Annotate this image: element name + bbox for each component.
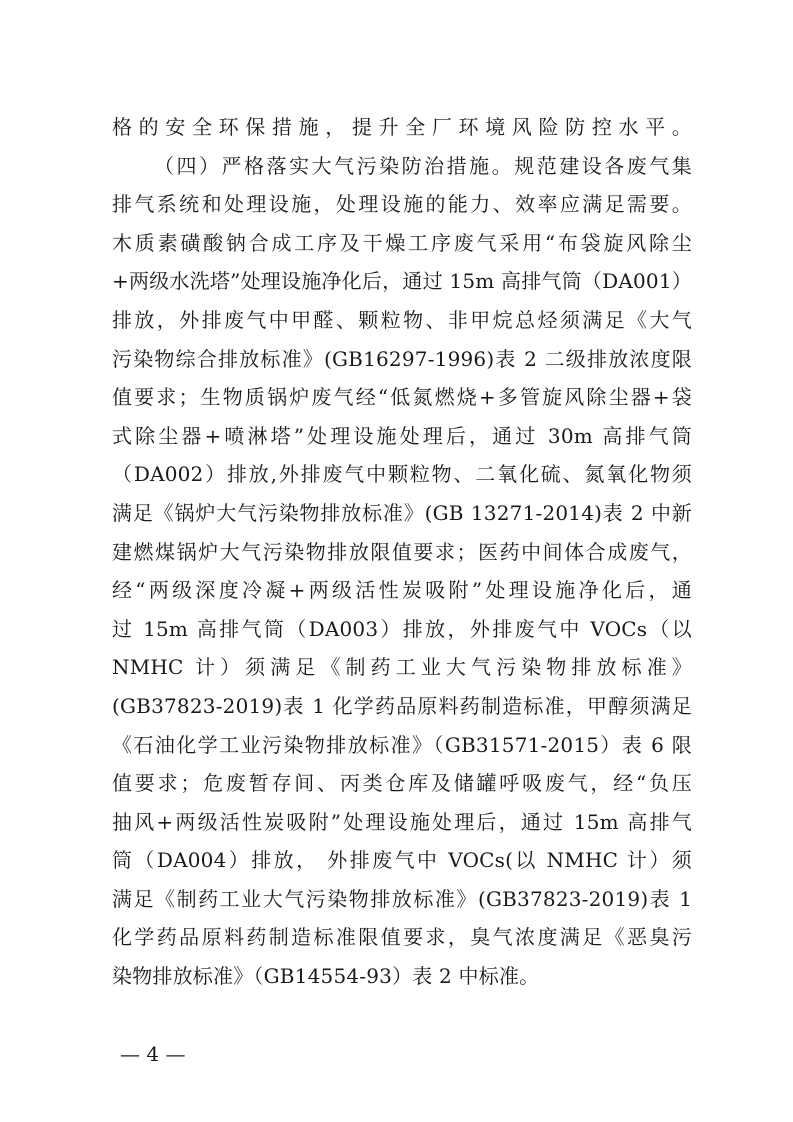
text-line: NMHC 计）须满足《制药工业大气污染物排放标准》 [112, 655, 692, 680]
text-line: 抽风+两级活性炭吸附”处理设施处理后，通过 15m 高排气 [112, 809, 692, 834]
text-line: 染物排放标准》（GB14554-93）表 2 中标准。 [112, 964, 540, 989]
text-line: 过 15m 高排气筒（DA003）排放，外排废气中 VOCs（以 [112, 616, 692, 641]
text-line: 排气系统和处理设施，处理设施的能力、效率应满足需要。 [112, 192, 692, 217]
text-line: 经“两级深度冷凝+两级活性炭吸附”处理设施净化后，通 [112, 578, 692, 603]
text-line: 满足《锅炉大气污染物排放标准》(GB 13271-2014)表 2 中新 [112, 500, 692, 525]
text-line: 化学药品原料药制造标准限值要求，臭气浓度满足《恶臭污 [112, 925, 692, 950]
body-text [112, 108, 692, 996]
text-line: (GB37823-2019)表 1 化学药品原料药制造标准，甲醇须满足 [112, 693, 692, 718]
text-line: 排放，外排废气中甲醛、颗粒物、非甲烷总烃须满足《大气 [112, 307, 692, 332]
text-line: 值要求；生物质锅炉废气经“低氮燃烧+多管旋风除尘器+袋 [112, 385, 692, 410]
text-line: 式除尘器+喷淋塔”处理设施处理后，通过 30m 高排气筒 [112, 423, 692, 448]
text-line: 值要求；危废暂存间、丙类仓库及储罐呼吸废气，经“负压 [112, 771, 692, 796]
text-line: +两级水洗塔”处理设施净化后，通过 15m 高排气筒（DA001） [112, 269, 692, 294]
text-line: 满足《制药工业大气污染物排放标准》(GB37823-2019)表 1 [112, 886, 692, 911]
text-line: （四）严格落实大气污染防治措施。规范建设各废气集 [154, 153, 692, 178]
text-line: 格的安全环保措施，提升全厂环境风险防控水平。 [112, 115, 692, 139]
text-line: 木质素磺酸钠合成工序及干燥工序废气采用“布袋旋风除尘 [112, 230, 692, 255]
text-line: 《石油化学工业污染物排放标准》（GB31571-2015）表 6 限 [112, 732, 692, 757]
text-line: 污染物综合排放标准》(GB16297-1996)表 2 二级排放浓度限 [112, 346, 692, 371]
text-line: （DA002）排放,外排废气中颗粒物、二氧化硫、氮氧化物须 [112, 462, 692, 487]
page-number: — 4 — [120, 1042, 186, 1066]
text-line: 筒（DA004）排放， 外排废气中 VOCs(以 NMHC 计）须 [112, 848, 692, 873]
text-line: 建燃煤锅炉大气污染物排放限值要求；医药中间体合成废气， [112, 539, 692, 564]
